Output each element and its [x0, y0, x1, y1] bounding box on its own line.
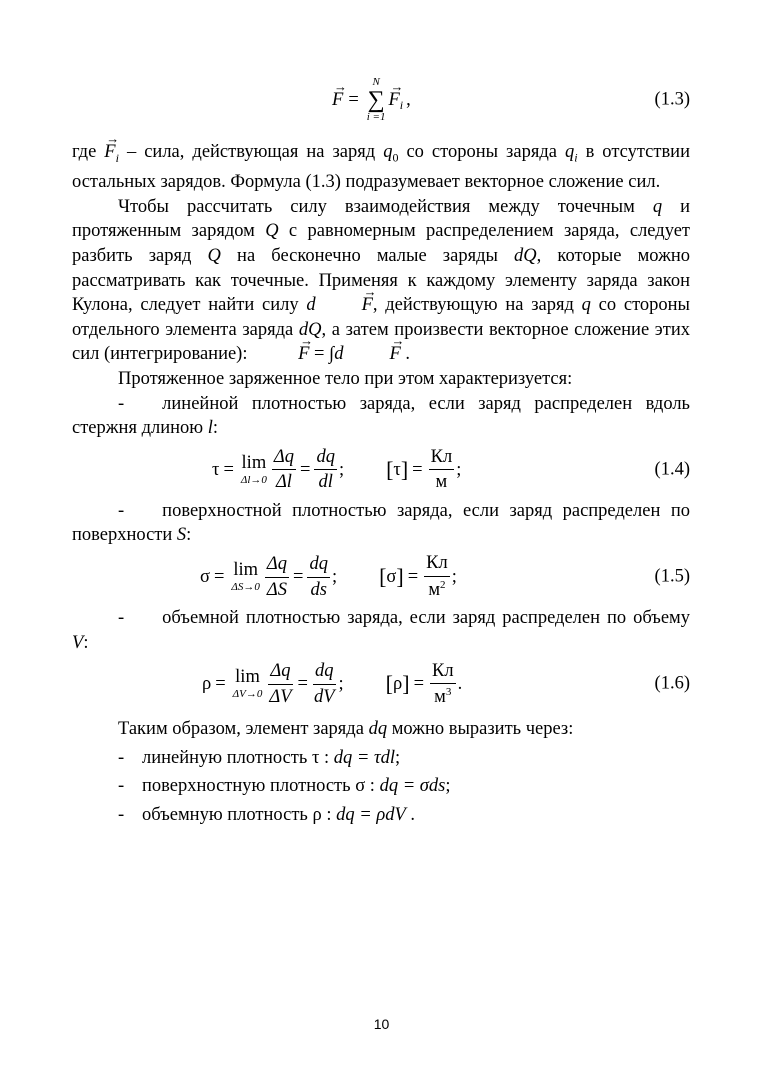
vector-Fi: → F	[388, 88, 399, 113]
list-item: - линейную плотность τ : dq = τdl;	[118, 747, 401, 768]
paragraph-method: Чтобы рассчитать силу взаимодействия между точечным q и протяженным зарядом Q с равномерным распределением заряда, следует разбить заряд Q на бесконечно малые заряды dQ, которые можно рассматривать как точечные. Применяя к каждому элементу заряда закон Кулона, следует найти силу d→ F, действующую на заряд q со стороны отдельного элемента заряда dQ, а затем произвести векторное сложение этих сил (интегрирование): → F = ∫d→ F .	[72, 195, 690, 367]
paragraph-characterization: Протяженное заряженное тело при этом характеризуется:	[118, 369, 573, 390]
vector-F: → F	[332, 88, 343, 113]
page-number: 10	[373, 1016, 390, 1032]
equation-number: (1.4)	[654, 459, 690, 480]
summary-list	[72, 746, 690, 828]
item-surface-density: - поверхностной плотностью заряда, если заряд распределен по поверхности S:	[72, 500, 690, 546]
summation: N ∑ i =1	[366, 76, 386, 123]
equation-number: (1.3)	[654, 89, 690, 110]
paragraph-summary: Таким образом, элемент заряда dq можно выразить через:	[118, 719, 574, 740]
page-content	[72, 70, 690, 828]
formula-1-5: σ = lim ΔS→0 $\frac{\Delta q}{\Delta S}$ = $\frac{dq}{ds}$ ; [ σ ] = $\frac{Кл}{м^2}$ ; (1.5)	[200, 553, 690, 601]
paragraph-forces: где → $F_i$ – сила, действующая на заряд $q_0$ со стороны заряда $q_i$ в отсутствии остальных зарядов. Формула (1.3) подразумевает векторное сложение сил.	[72, 140, 690, 195]
formula-1-6: ρ = lim ΔV→0 $\frac{\Delta q}{\Delta V}$ = $\frac{dq}{dV}$ ; [ ρ ] = $\frac{Кл}{м^3}$ . (1.6)	[202, 660, 690, 708]
item-volume-density: - объемной плотностью заряда, если заряд распределен по объему V:	[72, 608, 690, 653]
item-linear-density: - линейной плотностью заряда, если заряд распределен вдоль стержня длиною l:	[72, 393, 690, 439]
formula-1-4: τ = lim Δl→0 $\frac{\Delta q}{\Delta l}$ = $\frac{dq}{dl}$ ; [ τ ] = $\frac{Кл}{м}$ ; (1.4)	[212, 446, 690, 493]
list-item: - объемную плотность ρ : dq = ρdV .	[118, 804, 416, 825]
list-item: - поверхностную плотность σ : dq = σds;	[118, 776, 451, 797]
equation-number: (1.6)	[654, 673, 690, 694]
formula-1-3: → F = N ∑ i =1 → F i , (1.3)	[72, 70, 690, 130]
equation-number: (1.5)	[654, 566, 690, 587]
